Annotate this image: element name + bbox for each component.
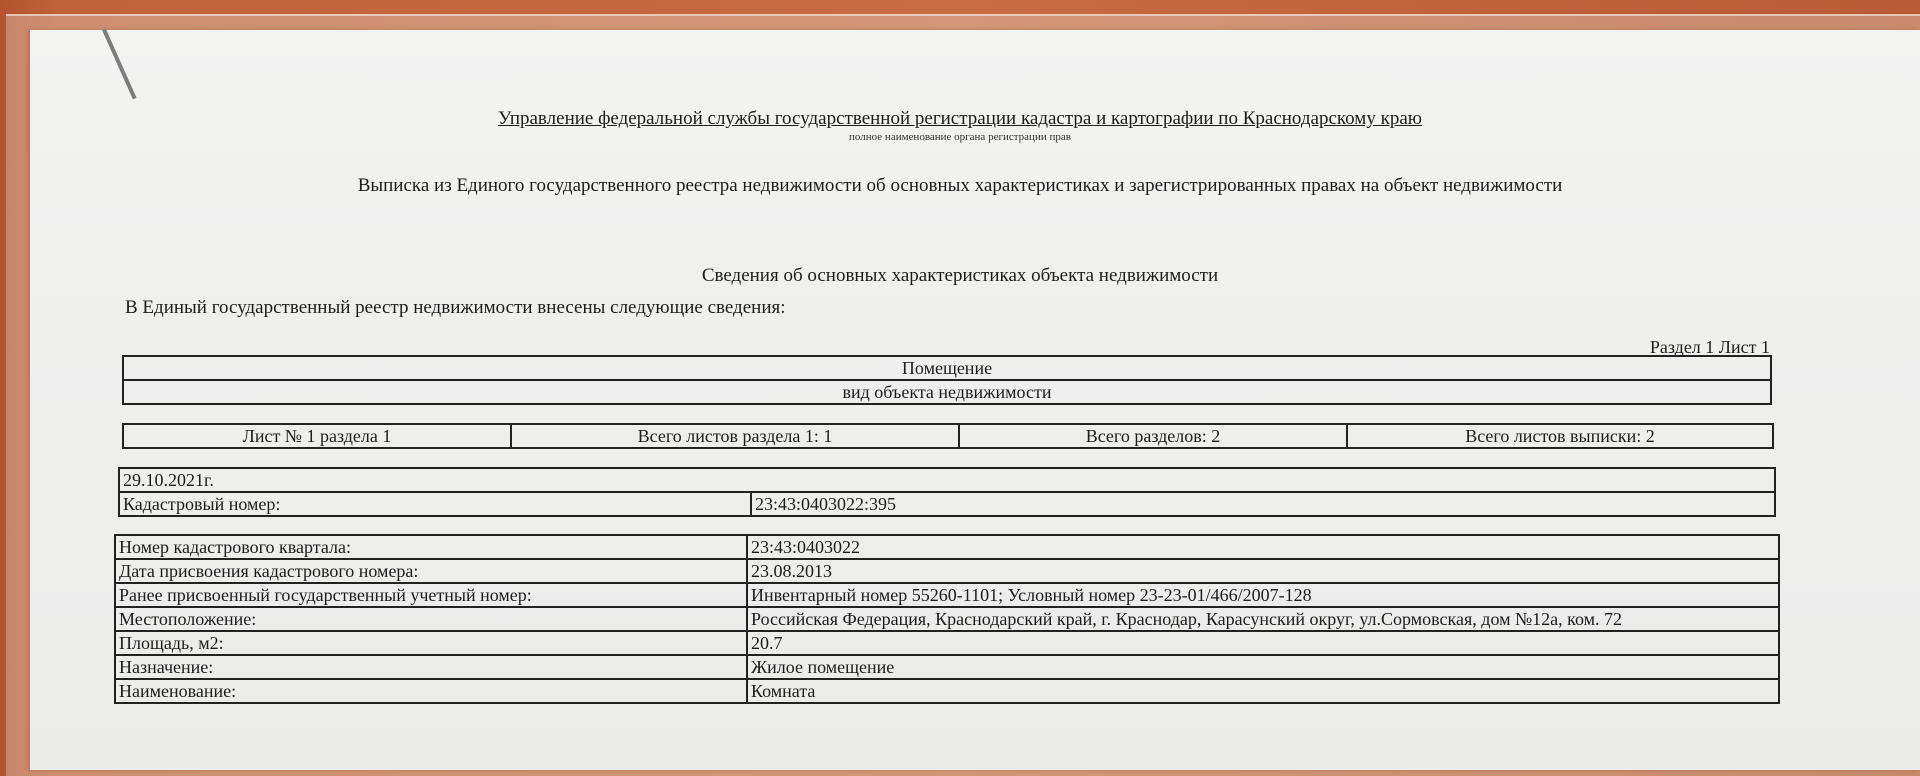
table-row	[115, 607, 1779, 631]
record-header-table	[118, 467, 1776, 517]
authority-caption: полное наименование органа регистрации прав	[849, 131, 1071, 143]
row-value: 20.7	[747, 631, 1779, 655]
table-row	[115, 559, 1779, 583]
row-label: Площадь, м2:	[115, 631, 747, 655]
row-label: Наименование:	[115, 679, 747, 703]
sheet-number: Лист № 1 раздела 1	[123, 424, 511, 448]
table-row	[115, 535, 1779, 559]
sheets-info-table	[122, 423, 1774, 449]
row-value: 23:43:0403022	[747, 535, 1779, 559]
row-value: Комната	[747, 679, 1779, 703]
row-label: Номер кадастрового квартала:	[115, 535, 747, 559]
object-type: Помещение	[123, 356, 1771, 380]
characteristics-table	[114, 534, 1780, 704]
row-value: Российская Федерация, Краснодарский край, г. Краснодар, Карасунский округ, ул.Сормовская, дом №12а, ком. 72	[747, 607, 1779, 631]
section-sheet-label: Раздел 1 Лист 1	[1649, 337, 1770, 357]
row-label: Дата присвоения кадастрового номера:	[115, 559, 747, 583]
cadastral-number-value: 23:43:0403022:395	[751, 492, 1775, 516]
row-label: Ранее присвоенный государственный учетный номер:	[115, 583, 747, 607]
object-type-caption: вид объекта недвижимости	[123, 380, 1771, 404]
table-row	[115, 679, 1779, 703]
registration-authority: Управление федеральной службы государственной регистрации кадастра и картографии по Краснодарскому краю	[498, 108, 1422, 129]
table-row	[115, 655, 1779, 679]
total-sections: Всего разделов: 2	[959, 424, 1347, 448]
section-heading: Сведения об основных характеристиках объекта недвижимости	[701, 265, 1219, 286]
table-row	[115, 631, 1779, 655]
table-row	[115, 583, 1779, 607]
row-label: Назначение:	[115, 655, 747, 679]
extract-title: Выписка из Единого государственного реестра недвижимости об основных характеристиках и зарегистрированных правах на объект недвижимости	[357, 175, 1563, 196]
row-label: Местоположение:	[115, 607, 747, 631]
record-date: 29.10.2021г.	[119, 468, 1775, 492]
intro-text: В Единый государственный реестр недвижимости внесены следующие сведения:	[125, 297, 786, 318]
cadastral-number-label: Кадастровый номер:	[119, 492, 751, 516]
object-type-table	[122, 355, 1772, 405]
total-sheets-section: Всего листов раздела 1: 1	[511, 424, 959, 448]
row-value: Жилое помещение	[747, 655, 1779, 679]
row-value: Инвентарный номер 55260-1101; Условный номер 23-23-01/466/2007-128	[747, 583, 1779, 607]
total-sheets-extract: Всего листов выписки: 2	[1347, 424, 1773, 448]
row-value: 23.08.2013	[747, 559, 1779, 583]
